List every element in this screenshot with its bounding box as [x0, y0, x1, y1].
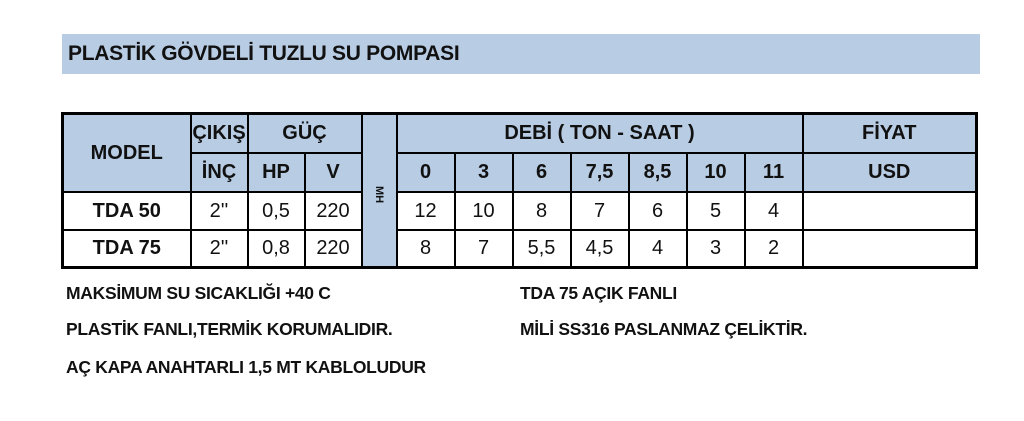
- model-cell: TDA 50: [63, 192, 191, 230]
- note-line: AÇ KAPA ANAHTARLI 1,5 MT KABLOLUDUR: [66, 357, 426, 377]
- price-table: [61, 112, 978, 269]
- debi-cell: 4: [629, 230, 687, 268]
- debi-cell: 5,5: [513, 230, 571, 268]
- page-title: PLASTİK GÖVDELİ TUZLU SU POMPASI: [68, 42, 460, 65]
- header-debi-value: 6: [513, 153, 571, 192]
- debi-cell: 4,5: [571, 230, 629, 268]
- header-debi-value: 8,5: [629, 153, 687, 192]
- note-line: TDA 75 AÇIK FANLI: [520, 283, 677, 303]
- header-debi-value: 10: [687, 153, 745, 192]
- header-fiyat-unit: USD: [803, 153, 977, 192]
- header-cikis-unit: İNÇ: [191, 153, 248, 192]
- header-debi: DEBİ ( TON - SAAT ): [397, 114, 803, 153]
- header-guc: GÜÇ: [248, 114, 362, 153]
- header-fiyat: FİYAT: [803, 114, 977, 153]
- header-row-2: [63, 153, 977, 192]
- v-cell: 220: [305, 192, 362, 230]
- header-debi-value: 7,5: [571, 153, 629, 192]
- header-v: V: [305, 153, 362, 192]
- title-bar: [62, 34, 980, 74]
- debi-cell: 12: [397, 192, 455, 230]
- mh-label: MH: [373, 185, 386, 203]
- fiyat-cell: [803, 192, 977, 230]
- header-row-1: [63, 114, 977, 153]
- v-cell: 220: [305, 230, 362, 268]
- debi-cell: 2: [745, 230, 803, 268]
- table-row: [63, 230, 977, 268]
- cikis-cell: 2'': [191, 192, 248, 230]
- debi-cell: 5: [687, 192, 745, 230]
- cikis-cell: 2'': [191, 230, 248, 268]
- fiyat-cell: [803, 230, 977, 268]
- note-line: MAKSİMUM SU SICAKLIĞI +40 C: [66, 283, 331, 303]
- debi-cell: 7: [571, 192, 629, 230]
- header-debi-value: 11: [745, 153, 803, 192]
- model-cell: TDA 75: [63, 230, 191, 268]
- note-line: MİLİ SS316 PASLANMAZ ÇELİKTİR.: [520, 319, 808, 339]
- debi-cell: 10: [455, 192, 513, 230]
- debi-cell: 6: [629, 192, 687, 230]
- debi-cell: 8: [397, 230, 455, 268]
- note-line: PLASTİK FANLI,TERMİK KORUMALIDIR.: [66, 319, 393, 339]
- debi-cell: 3: [687, 230, 745, 268]
- header-debi-value: 3: [455, 153, 513, 192]
- header-mh: [362, 114, 397, 268]
- header-debi-value: 0: [397, 153, 455, 192]
- debi-cell: 7: [455, 230, 513, 268]
- hp-cell: 0,5: [248, 192, 305, 230]
- debi-cell: 8: [513, 192, 571, 230]
- table-row: [63, 192, 977, 230]
- header-model: MODEL: [63, 114, 191, 192]
- header-hp: HP: [248, 153, 305, 192]
- header-cikis: ÇIKIŞ: [191, 114, 248, 153]
- hp-cell: 0,8: [248, 230, 305, 268]
- debi-cell: 4: [745, 192, 803, 230]
